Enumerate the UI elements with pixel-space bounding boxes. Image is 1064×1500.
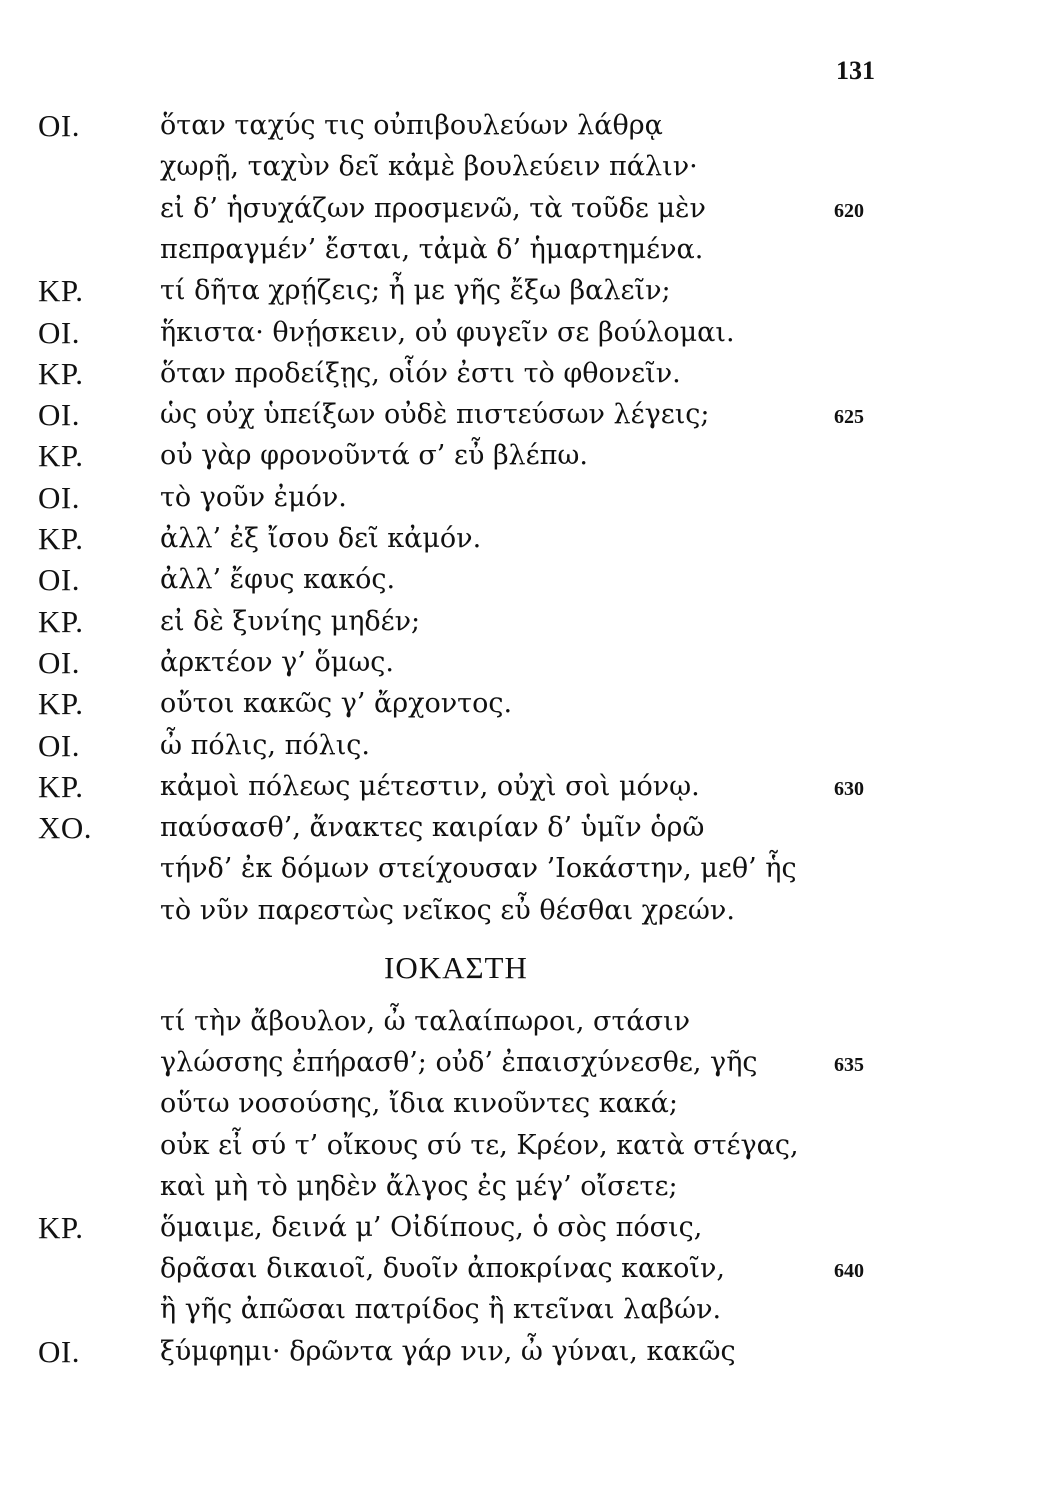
verse-text: οὔτοι κακῶς γ’ ἄρχοντος. bbox=[160, 688, 513, 720]
speaker-label: ΟΙ. bbox=[38, 314, 80, 350]
speaker-label: ΚΡ. bbox=[38, 1210, 84, 1245]
verse-line bbox=[0, 189, 1064, 229]
speaker-label: ΟΙ. bbox=[38, 1333, 80, 1369]
verse-text: ὅταν ταχύς τις οὐπιβουλεύων λάθρᾳ bbox=[160, 110, 663, 141]
scene-heading-text: ΙΟΚΑΣΤΗ bbox=[384, 950, 528, 985]
verse-line bbox=[0, 726, 1064, 766]
verse-line bbox=[0, 1332, 1064, 1372]
verse-text: οὐ γὰρ φρονοῦντά σ’ εὖ βλέπω. bbox=[160, 440, 588, 472]
verse-line bbox=[0, 891, 1064, 931]
verse-text: καὶ μὴ τὸ μηδὲν ἄλγος ἐς μέγ’ οἴσετε; bbox=[160, 1170, 678, 1202]
speaker-label: ΚΡ. bbox=[38, 603, 84, 639]
verse-line bbox=[0, 106, 1064, 146]
verse-text: τὸ γοῦν ἐμόν. bbox=[160, 481, 347, 513]
speaker-label: ΚΡ. bbox=[38, 438, 84, 474]
verse-line bbox=[0, 436, 1064, 476]
verse-text: κἀμοὶ πόλεως μέτεστιν, οὐχὶ σοὶ μόνῳ. bbox=[160, 770, 700, 802]
line-number: 640 bbox=[834, 1260, 864, 1283]
verse-line bbox=[0, 1043, 1064, 1083]
speaker-label: ΧΟ. bbox=[38, 810, 93, 846]
verse-line bbox=[0, 1167, 1064, 1207]
verse-text: ὅταν προδείξῃς, οἷόν ἐστι τὸ φθονεῖν. bbox=[160, 357, 681, 389]
speaker-label: ΚΡ. bbox=[38, 521, 84, 556]
verse-text: τὸ νῦν παρεστὼς νεῖκος εὖ θέσθαι χρεών. bbox=[160, 894, 735, 926]
verse-text: εἰ δ’ ἡσυχάζων προσμενῶ, τὰ τοῦδε μὲν bbox=[160, 192, 706, 224]
verse-line bbox=[0, 354, 1064, 394]
verse-text: ὡς οὐχ ὑπείξων οὐδὲ πιστεύσων λέγεις; bbox=[160, 399, 710, 431]
speaker-label: ΚΡ. bbox=[38, 768, 84, 804]
verse-line bbox=[0, 1002, 1064, 1042]
verse-text: ἀλλ’ ἐξ ἴσου δεῖ κἀμόν. bbox=[160, 523, 482, 554]
verse-line bbox=[0, 519, 1064, 559]
speaker-label: ΟΙ. bbox=[38, 562, 80, 598]
line-number: 635 bbox=[834, 1054, 864, 1077]
verse-line bbox=[0, 230, 1064, 270]
verse-line bbox=[0, 1290, 1064, 1330]
verse-line bbox=[0, 560, 1064, 600]
speaker-label: ΟΙ. bbox=[38, 397, 80, 433]
verse-line bbox=[0, 1126, 1064, 1166]
verse-text: τί δῆτα χρῄζεις; ἦ με γῆς ἔξω βαλεῖν; bbox=[160, 275, 671, 307]
verse-line bbox=[0, 147, 1064, 187]
verse-text: ὅμαιμε, δεινά μ’ Οἰδίπους, ὁ σὸς πόσις, bbox=[160, 1212, 703, 1243]
verse-text: γλώσσης ἐπήρασθ’; οὐδ’ ἐπαισχύνεσθε, γῆς bbox=[160, 1047, 758, 1079]
verse-text: ξύμφημι· δρῶντα γάρ νιν, ὦ γύναι, κακῶς bbox=[160, 1335, 736, 1367]
verse-text: ἀρκτέον γ’ ὅμως. bbox=[160, 646, 394, 678]
speaker-label: ΟΙ. bbox=[38, 644, 80, 680]
speaker-label: ΚΡ. bbox=[38, 355, 84, 391]
verse-text: τήνδ’ ἐκ δόμων στείχουσαν ’Ιοκάστην, μεθ’ ἧς bbox=[160, 853, 797, 885]
verse-text: εἰ δὲ ξυνίης μηδέν; bbox=[160, 605, 421, 637]
verse-line bbox=[0, 478, 1064, 518]
verse-text: πεπραγμέν’ ἔσται, τἀμὰ δ’ ἡμαρτημένα. bbox=[160, 233, 704, 265]
verse-line bbox=[0, 395, 1064, 435]
speaker-label: ΟΙ. bbox=[38, 727, 80, 763]
verse-text: οὐκ εἶ σύ τ’ οἴκους σύ τε, Κρέον, κατὰ στέγας, bbox=[160, 1129, 799, 1161]
speaker-label: ΟΙ. bbox=[38, 108, 80, 143]
line-number: 625 bbox=[834, 406, 864, 429]
verse-text: ἀλλ’ ἔφυς κακός. bbox=[160, 564, 396, 596]
verse-line bbox=[0, 602, 1064, 642]
page-number: 131 bbox=[836, 56, 875, 85]
line-number: 620 bbox=[834, 199, 864, 222]
verse-text: οὕτω νοσούσης, ἴδια κινοῦντες κακά; bbox=[160, 1088, 679, 1120]
speaker-label: ΟΙ. bbox=[38, 479, 80, 515]
verse-line bbox=[0, 643, 1064, 683]
verse-line bbox=[0, 684, 1064, 724]
verse-line bbox=[0, 313, 1064, 353]
verse-line bbox=[0, 1208, 1064, 1248]
verse-text: παύσασθ’, ἄνακτες καιρίαν δ’ ὑμῖν ὁρῶ bbox=[160, 812, 705, 844]
verse-text: δρᾶσαι δικαιοῖ, δυοῖν ἀποκρίνας κακοῖν, bbox=[160, 1253, 725, 1285]
verse-line bbox=[0, 767, 1064, 807]
verse-line bbox=[0, 1084, 1064, 1124]
line-number: 630 bbox=[834, 777, 864, 800]
verse-line bbox=[0, 849, 1064, 889]
verse-text: ὦ πόλις, πόλις. bbox=[160, 729, 370, 761]
speaker-label: ΚΡ. bbox=[38, 273, 84, 309]
verse-line bbox=[0, 271, 1064, 311]
verse-text: τί τὴν ἄβουλον, ὦ ταλαίπωροι, στάσιν bbox=[160, 1006, 691, 1037]
verse-text: χωρῇ, ταχὺν δεῖ κἀμὲ βουλεύειν πάλιν· bbox=[160, 151, 698, 183]
verse-text: ἢ γῆς ἀπῶσαι πατρίδος ἢ κτεῖναι λαβών. bbox=[160, 1294, 722, 1326]
verse-text: ἥκιστα· θνῄσκειν, οὐ φυγεῖν σε βούλομαι. bbox=[160, 316, 735, 348]
speaker-label: ΚΡ. bbox=[38, 686, 84, 722]
verse-line bbox=[0, 808, 1064, 848]
verse-line bbox=[0, 1249, 1064, 1289]
